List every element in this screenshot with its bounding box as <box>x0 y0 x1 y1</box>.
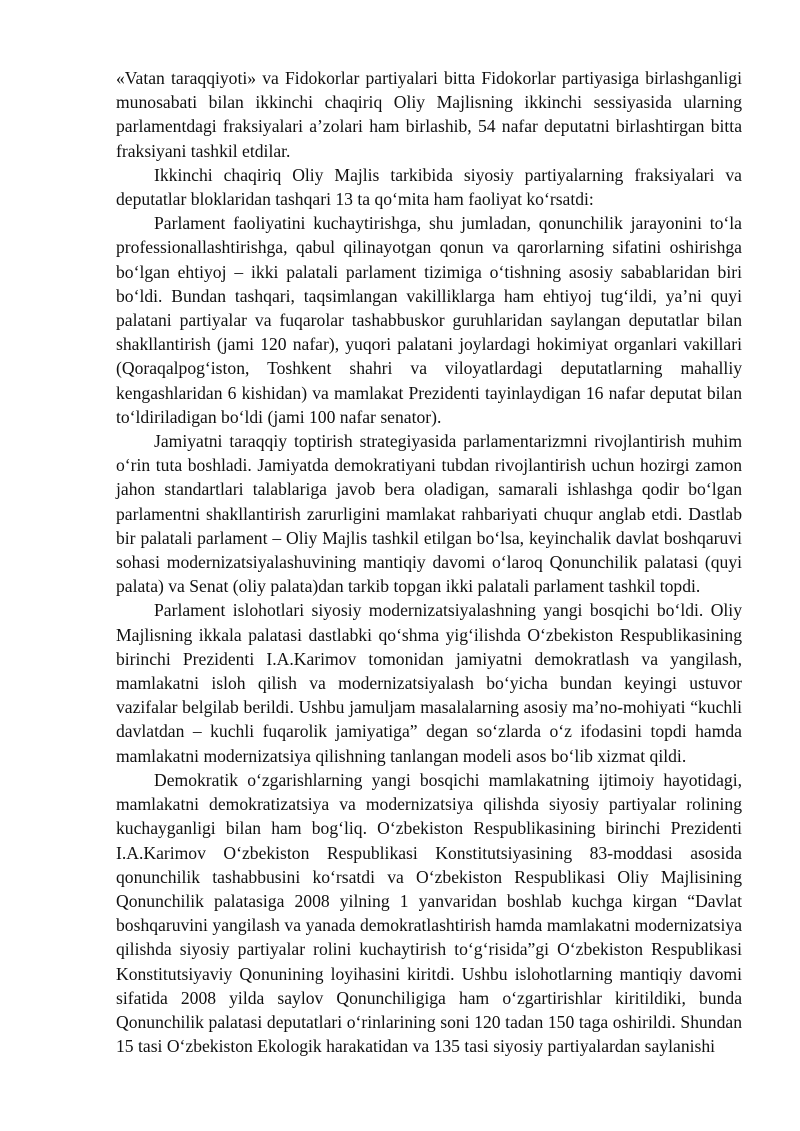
document-page <box>116 66 742 1058</box>
paragraph-6: Demokratik o‘zgarishlarning yangi bosqichi mamlakatning ijtimoiy hayotidagi, mamlakatni demokratizatsiya va modernizatsiya qilishda siyosiy partiyalar rolining kuchayganligi bilan ham bog‘liq. O‘zbekiston Respublikasining birinchi Prezidenti I.A.Karimov O‘zbekiston Respublikasi Konstitutsiyasining 83-moddasi asosida qonunchilik tashabbusini ko‘rsatdi va O‘zbekiston Respublikasi Oliy Majlisining Qonunchilik palatasiga 2008 yilning 1 yanvaridan boshlab kuchga kirgan “Davlat boshqaruvini yangilash va yanada demokratlashtirish hamda mamlakatni modernizatsiya qilishda siyosiy partiyalar rolini kuchaytirish to‘g‘risida”gi O‘zbekiston Respublikasi Konstitutsiyaviy Qonunining loyihasini kiritdi. Ushbu islohotlarning mantiqiy davomi sifatida 2008 yilda saylov Qonunchiligiga ham o‘zgartirishlar kiritildiki, bunda Qonunchilik palatasi deputatlari o‘rinlarining soni 120 tadan 150 taga oshirildi. Shundan 15 tasi O‘zbekiston Ekologik harakatidan va 135 tasi siyosiy partiyalardan saylanishi <box>116 769 742 1057</box>
paragraph-5: Parlament islohotlari siyosiy modernizatsiyalashning yangi bosqichi bo‘ldi. Oliy Majlisning ikkala palatasi dastlabki qo‘shma yig‘ilishda O‘zbekiston Respublikasining birinchi Prezidenti I.A.Karimov tomonidan jamiyatni demokratlash va yangilash, mamlakatni isloh qilish va modernizatsiyalash bo‘yicha bundan keyingi ustuvor vazifalar belgilab berildi. Ushbu jamuljam masalalarning asosiy ma’no-mohiyati “kuchli davlatdan – kuchli fuqarolik jamiyatiga” degan so‘zlarda o‘z ifodasini topdi hamda mamlakatni modernizatsiya qilishning tanlangan modeli asos bo‘lib xizmat qildi. <box>116 600 742 766</box>
paragraph-2: Ikkinchi chaqiriq Oliy Majlis tarkibida siyosiy partiyalarning fraksiyalari va deputatlar bloklaridan tashqari 13 ta qo‘mita ham faoliyat ko‘rsatdi: <box>116 164 742 210</box>
paragraph-4: Jamiyatni taraqqiy toptirish strategiyasida parlamentarizmni rivojlantirish muhim o‘rin tuta boshladi. Jamiyatda demokratiyani tubdan rivojlantirish uchun hozirgi zamon jahon standartlari talablariga javob bera oladigan, samarali ishlashga qodir bo‘lgan parlamentni shakllantirish zarurligini mamlakat rahbariyati chuqur anglab etdi. Dastlab bir palatali parlament – Oliy Majlis tashkil etilgan bo‘lsa, keyinchalik davlat boshqaruvi sohasi modernizatsiyalashuvining mantiqiy davomi o‘laroq Qonunchilik palatasi (quyi palata) va Senat (oliy palata)dan tarkib topgan ikki palatali parlament tashkil topdi. <box>116 431 742 597</box>
paragraph-1: «Vatan taraqqiyoti» va Fidokorlar partiyalari bitta Fidokorlar partiyasiga birlashganligi munosabati bilan ikkinchi chaqiriq Oliy Majlisning ikkinchi sessiyasida ularning parlamentdagi fraksiyalari a’zolari ham birlashib, 54 nafar deputatni birlashtirgan bitta fraksiyani tashkil etdilar. <box>116 68 742 161</box>
paragraph-3: Parlament faoliyatini kuchaytirishga, shu jumladan, qonunchilik jarayonini to‘la professionallashtirishga, qabul qilinayotgan qonun va qarorlarning sifatini oshirishga bo‘lgan ehtiyoj – ikki palatali parlament tizimiga o‘tishning asosiy sabablaridan biri bo‘ldi. Bundan tashqari, taqsimlangan vakilliklarga ham ehtiyoj tug‘ildi, ya’ni quyi palatani partiyalar va fuqarolar tashabbuskor guruhlaridan saylangan deputatlar bilan shakllantirish (jami 120 nafar), yuqori palatani joylardagi hokimiyat organlari vakillari (Qoraqalpog‘iston, Toshkent shahri va viloyatlardagi deputatlarning mahalliy kengashlaridan 6 kishidan) va mamlakat Prezidenti tayinlaydigan 16 nafar deputat bilan to‘ldiriladigan bo‘ldi (jami 100 nafar senator). <box>116 213 742 427</box>
